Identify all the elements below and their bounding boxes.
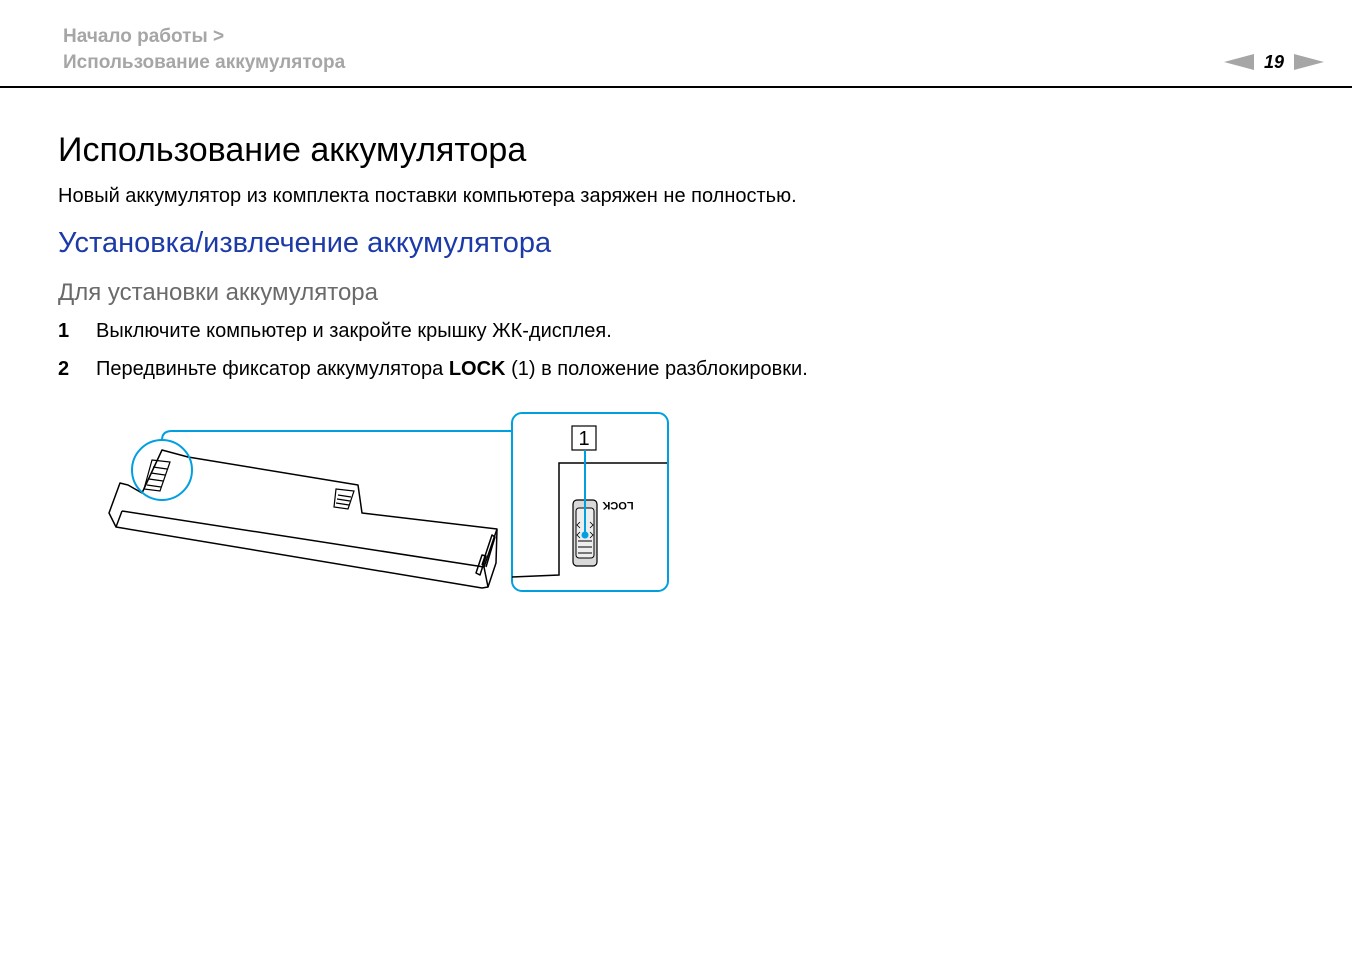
- page-title: Использование аккумулятора: [58, 131, 527, 169]
- step-text-before: Передвиньте фиксатор аккумулятора: [96, 358, 449, 380]
- lock-label: LOCK: [602, 499, 634, 511]
- subsection-title: Для установки аккумулятора: [58, 279, 379, 306]
- page-number: 19: [1263, 52, 1284, 72]
- step-text: [96, 355, 808, 383]
- step-number: 2: [58, 358, 70, 380]
- callout-number: 1: [578, 428, 590, 450]
- battery-illustration: [100, 405, 675, 600]
- breadcrumb-parent[interactable]: Начало работы >: [63, 26, 225, 47]
- step-text-after: (1) в положение разблокировки.: [505, 358, 808, 380]
- page-navigation: [1224, 50, 1324, 74]
- section-title: Установка/извлечение аккумулятора: [58, 227, 552, 259]
- step-number: 1: [58, 320, 70, 342]
- previous-page-arrow-icon[interactable]: [1224, 54, 1254, 70]
- intro-text: Новый аккумулятор из комплекта поставки компьютера заряжен не полностью.: [58, 185, 797, 207]
- breadcrumb: [63, 24, 345, 76]
- header-divider: [0, 86, 1352, 88]
- lock-detail-box: [512, 413, 668, 591]
- step-text: Выключите компьютер и закройте крышку ЖК-дисплея.: [96, 320, 612, 342]
- lock-keyword: LOCK: [448, 358, 506, 380]
- next-page-arrow-icon[interactable]: [1294, 54, 1324, 70]
- breadcrumb-current: Использование аккумулятора: [63, 52, 346, 73]
